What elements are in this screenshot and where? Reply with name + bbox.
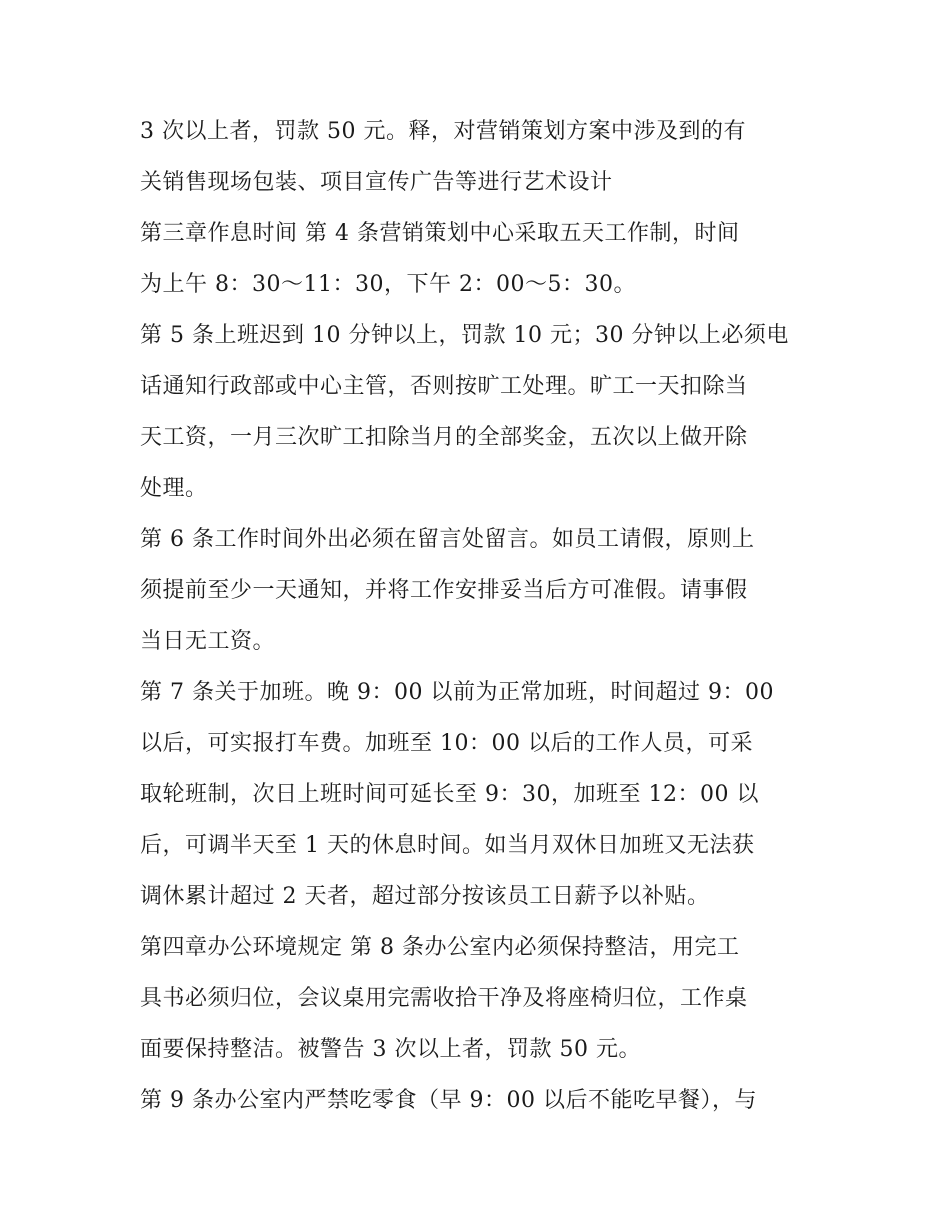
text-line: 为上午 8：30～11：30，下午 2：00～5：30。	[140, 272, 636, 297]
text-line: 第四章办公环境规定 第 8 条办公室内必须保持整洁，用完工	[140, 935, 740, 960]
text-line: 第 5 条上班迟到 10 分钟以上，罚款 10 元；30 分钟以上必须电	[140, 323, 789, 348]
text-line: 处理。	[140, 476, 208, 501]
text-line: 须提前至少一天通知，并将工作安排妥当后方可准假。请事假	[140, 578, 748, 603]
text-line: 取轮班制，次日上班时间可延长至 9：30，加班至 12：00 以	[140, 782, 759, 807]
text-line: 第 7 条关于加班。晚 9：00 以前为正常加班，时间超过 9：00	[140, 680, 774, 705]
text-line: 后，可调半天至 1 天的休息时间。如当月双休日加班又无法获	[140, 833, 755, 858]
text-line: 天工资，一月三次旷工扣除当月的全部奖金，五次以上做开除	[140, 425, 748, 450]
text-line: 第 9 条办公室内严禁吃零食（早 9：00 以后不能吃早餐），与	[140, 1088, 757, 1113]
text-line: 第 6 条工作时间外出必须在留言处留言。如员工请假，原则上	[140, 527, 755, 552]
text-line: 以后，可实报打车费。加班至 10：00 以后的工作人员，可采	[140, 731, 753, 756]
text-line: 具书必须归位，会议桌用完需收拾干净及将座椅归位，工作桌	[140, 986, 748, 1011]
text-line: 话通知行政部或中心主管，否则按旷工处理。旷工一天扣除当	[140, 374, 748, 399]
text-line: 3 次以上者，罚款 50 元。释，对营销策划方案中涉及到的有	[140, 119, 746, 144]
text-line: 调休累计超过 2 天者，超过部分按该员工日薪予以补贴。	[140, 884, 710, 909]
document-body	[140, 106, 815, 1126]
text-line: 当日无工资。	[140, 629, 276, 654]
text-line: 关销售现场包装、项目宣传广告等进行艺术设计	[140, 170, 613, 195]
text-line: 面要保持整洁。被警告 3 次以上者，罚款 50 元。	[140, 1037, 641, 1062]
text-line: 第三章作息时间 第 4 条营销策划中心采取五天工作制，时间	[140, 221, 740, 246]
